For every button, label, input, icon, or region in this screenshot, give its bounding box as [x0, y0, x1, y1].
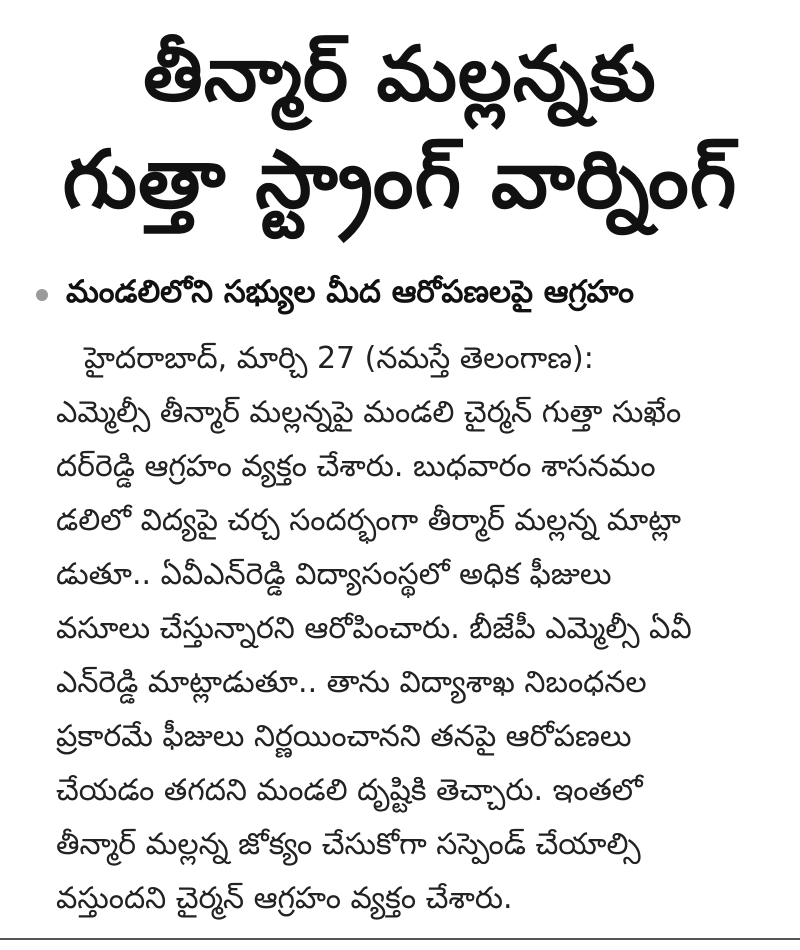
body-line: ఎమ్మెల్సీ తీన్మార్ మల్లన్నపై మండలి చైర్మన్ గుత్తా సుఖేం	[56, 395, 682, 430]
body-line: వసూలు చేస్తున్నారని ఆరోపించారు. బీజేపీ ఎమ్మెల్సీ ఏవీ	[56, 611, 692, 646]
subheading-text: మండలిలోని సభ్యుల మీద ఆరోపణలపై ఆగ్రహం	[66, 273, 634, 310]
body-line: ప్రకారమే ఫీజులు నిర్ణయించానని తనపై ఆరోపణలు	[56, 719, 632, 754]
body-line: డుతూ.. ఏవీఎన్‌రెడ్డి విద్యాసంస్థలో అధిక ఫీజులు	[56, 557, 612, 592]
body-line: దర్‌రెడ్డి ఆగ్రహం వ్యక్తం చేశారు. బుధవారం శాసనమం	[56, 449, 656, 484]
bottom-divider	[0, 938, 800, 940]
headline-line-1	[0, 29, 800, 118]
subheading	[36, 272, 796, 318]
body-line: వస్తుందని చైర్మన్ ఆగ్రహం వ్యక్తం చేశారు.	[56, 881, 513, 916]
body-line: ఎన్‌రెడ్డి మాట్లాడుతూ.. తాను విద్యాశాఖ నిబంధనల	[56, 665, 647, 700]
body-line: హైదరాబాద్, మార్చి 27 (నమస్తే తెలంగాణ):	[84, 341, 594, 376]
headline-line-2	[0, 133, 800, 226]
article-body	[56, 332, 776, 926]
headline-text-1: తీన్మార్ మల్లన్నకు	[143, 29, 657, 118]
bullet-icon	[36, 289, 48, 301]
headline-text-2: గుత్తా స్ట్రాంగ్ వార్నింగ్	[62, 133, 738, 226]
previous-article-clipped-text	[120, 0, 640, 10]
body-line: చేయడం తగదని మండలి దృష్టికి తెచ్చారు. ఇంతలో	[56, 773, 643, 808]
body-line: డలిలో విద్యపై చర్చ సందర్భంగా తీర్మార్ మల్లన్న మాట్లా	[56, 503, 681, 538]
body-line: తీన్మార్ మల్లన్న జోక్యం చేసుకోగా సస్పెండ్ చేయాల్సి	[56, 827, 641, 862]
